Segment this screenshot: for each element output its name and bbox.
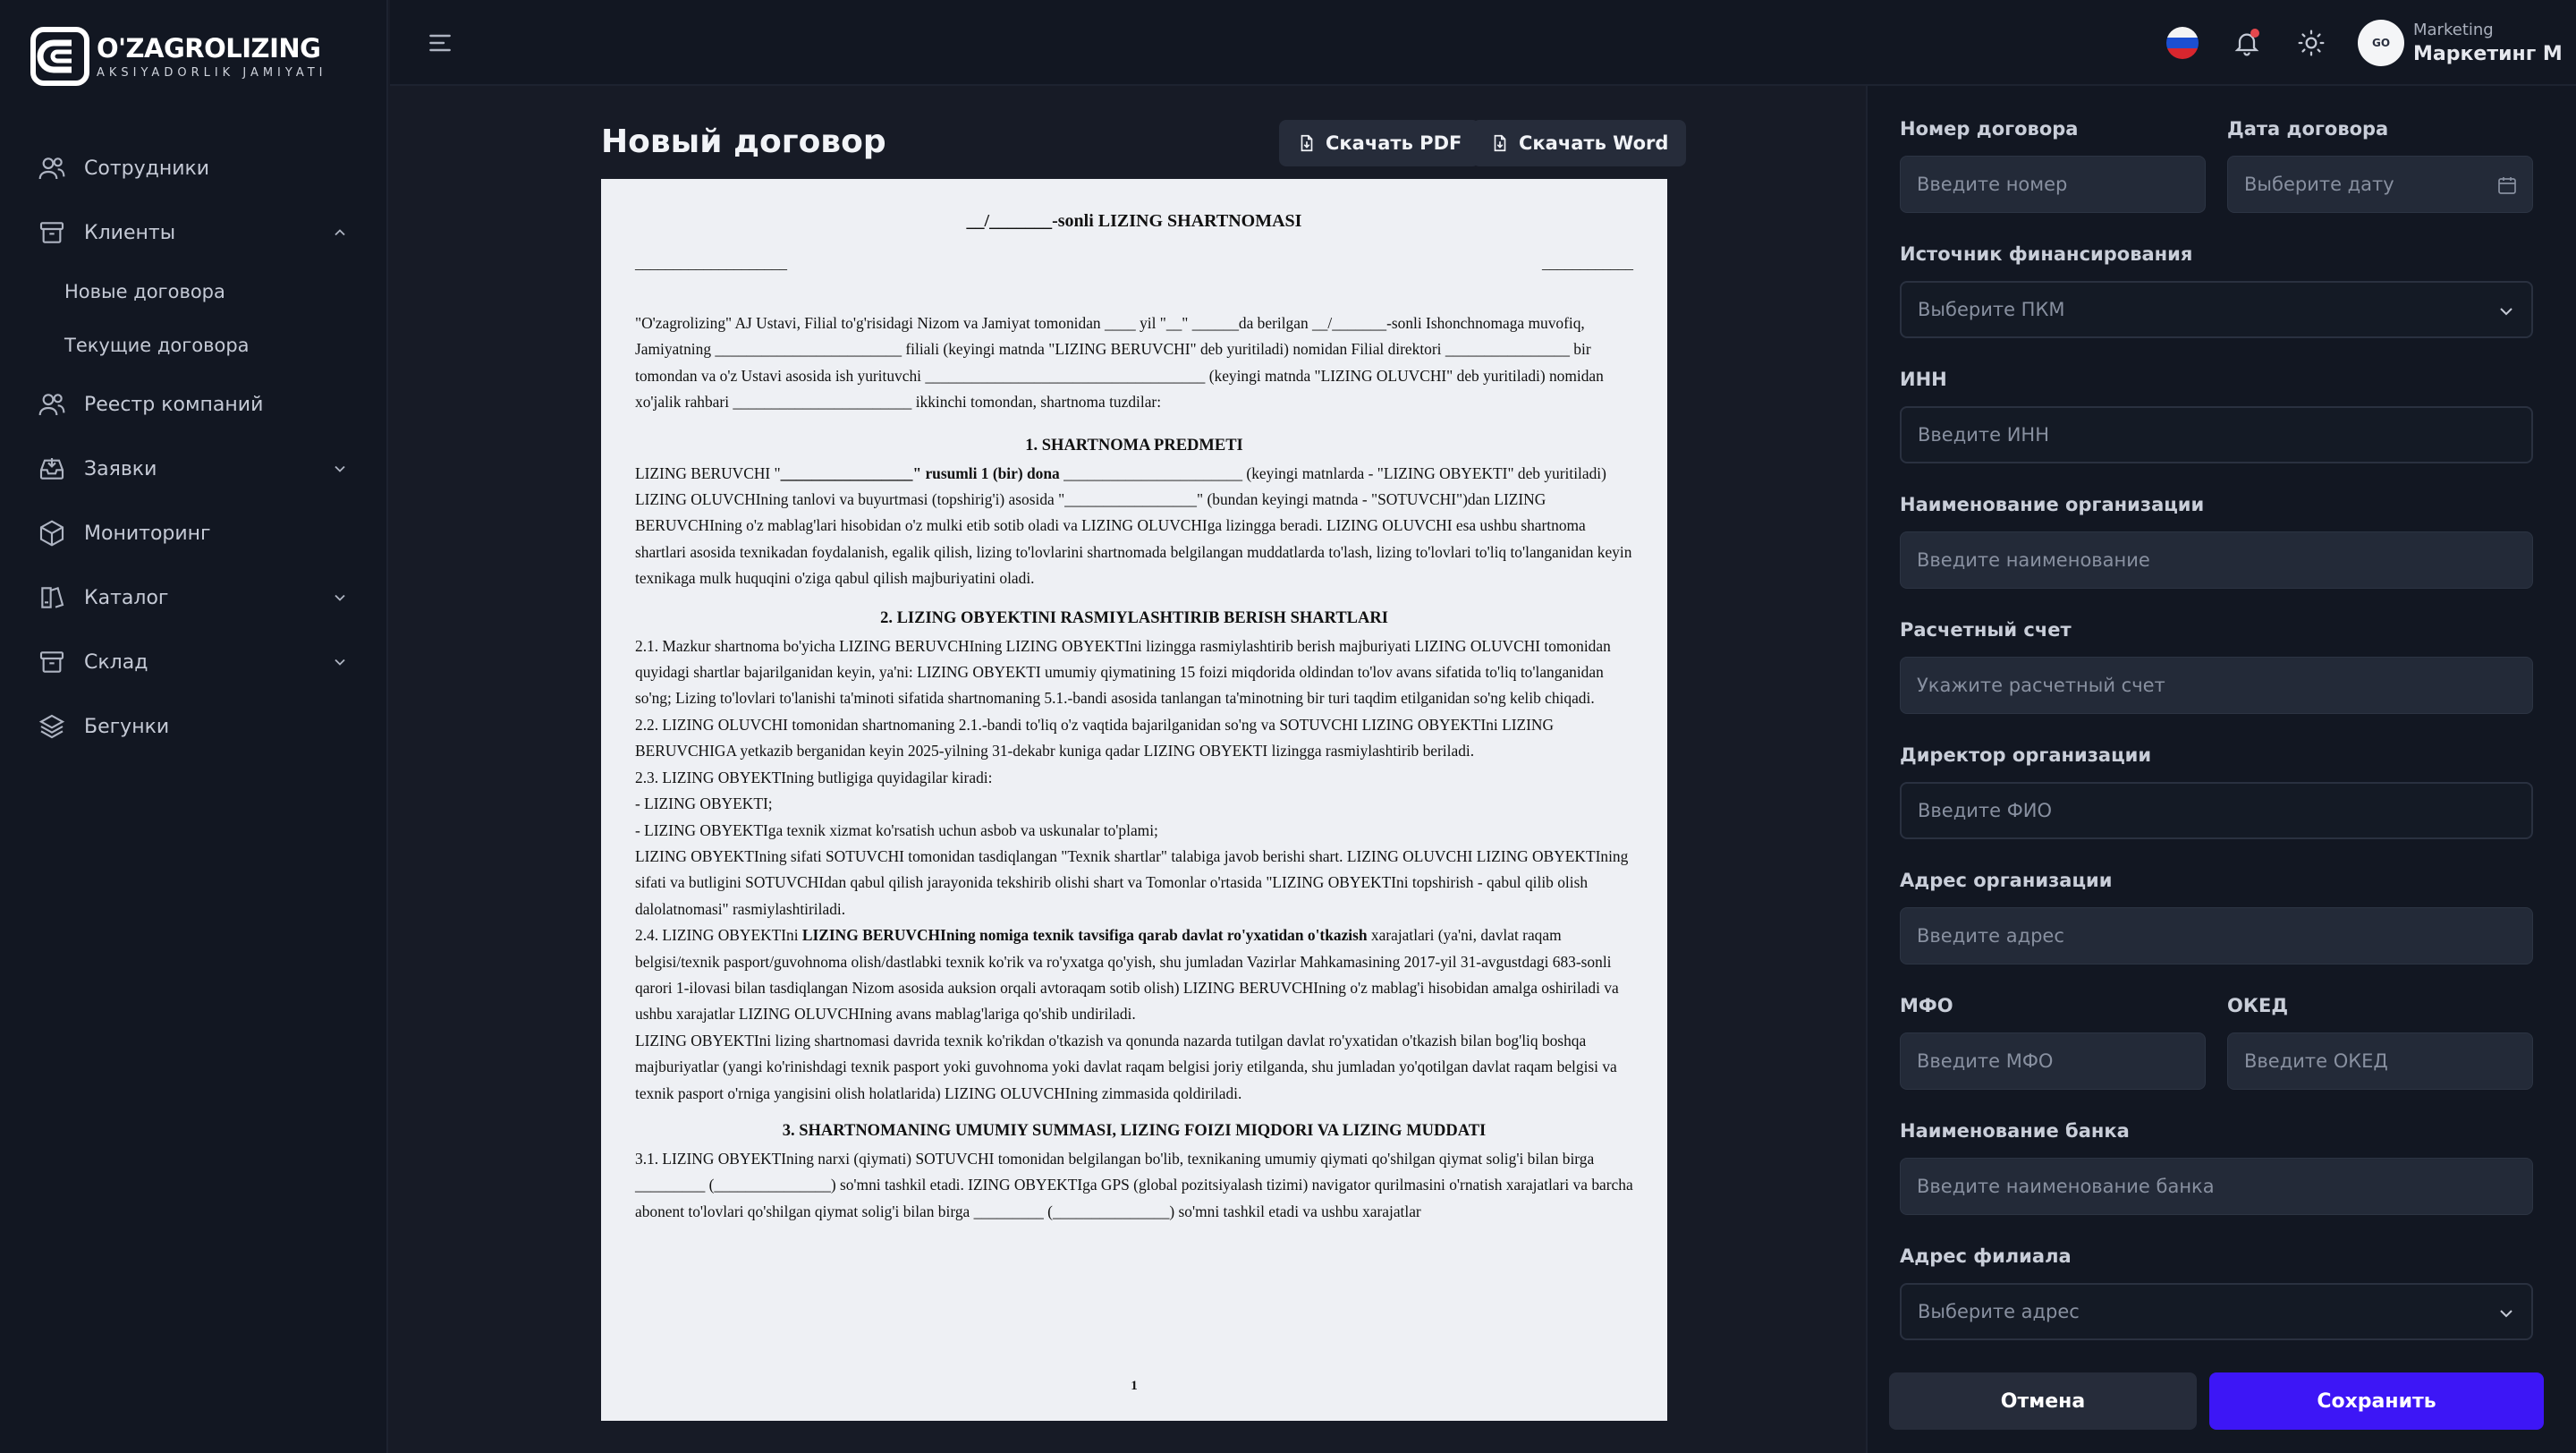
branch-address-placeholder: Выберите адрес — [1918, 1301, 2080, 1322]
branch-address-select[interactable] — [1900, 1283, 2533, 1340]
download-word-button[interactable] — [1472, 120, 1686, 166]
sidebar-subitem-new-contracts[interactable]: Новые договора — [64, 281, 225, 302]
avatar: GO — [2358, 20, 2404, 66]
section-2-paragraph: LIZING OBYEKTIning sifati SOTUVCHI tomonidan tasdiqlangan "Texnik shartlar" talabiga javob berishi shart. LIZING OLUVCHI LIZING OBYEKTIning sifati va butligini SOTUVCHIdan qabul qilish jarayonida tekshirib olishi shart va Tomonlar o'rtasida "LIZING OBYEKTIni topshirish - qabul qilib olish dalolatnomasi" rasmiylashtiriladi. — [635, 846, 1629, 918]
sidebar-item-catalog[interactable] — [0, 565, 388, 630]
section-3-paragraph: 3.1. LIZING OBYEKTIning narxi (qiymati) SOTUVCHI tomonidan belgilangan bo'lib, texnikaning umumiy qiymati qo'shilgan qiymat solig'i bilan birga _________ (_______________) so'mni tashkil etadi. IZING OBYEKTIga GPS (global pozitsiyalash tizimi) navigator qurilmasini o'rnatish xarajatlari va barcha abonent to'lovlari qo'shilgan qiymat solig'i bilan birga _________ (_______________) so'mni tashkil etadi va ushbu xarajatlar — [635, 1149, 1633, 1220]
mfo-input[interactable]: Введите МФО — [1900, 1032, 2206, 1090]
director-input[interactable]: Введите ФИО — [1900, 782, 2533, 839]
chevron-down-icon — [2496, 301, 2517, 322]
chevron-down-icon — [331, 653, 349, 671]
notification-dot — [2250, 29, 2259, 38]
chevron-down-icon — [2496, 1303, 2517, 1324]
document-preview — [601, 179, 1667, 1421]
catalog-icon — [36, 582, 68, 614]
sidebar-item-warehouse[interactable] — [0, 630, 388, 694]
sidebar-item-monitoring[interactable] — [0, 501, 388, 565]
archive-icon — [36, 646, 68, 678]
inbox-icon — [36, 453, 68, 485]
top-header — [390, 0, 2576, 86]
file-download-icon — [1297, 132, 1317, 154]
page-title: Новый договор — [601, 123, 886, 160]
bank-name-input[interactable]: Введите наименование банка — [1900, 1158, 2533, 1215]
chevron-down-icon — [331, 460, 349, 478]
brand-subtitle: AKSIYADORLIK JAMIYATI — [97, 65, 327, 80]
field-label: Адрес организации — [1900, 870, 2113, 891]
field-label: Номер договора — [1900, 118, 2079, 140]
section-2-paragraph: - LIZING OBYEKTIga texnik xizmat ko'rsatish uchun asbob va uskunalar to'plami; — [635, 820, 1158, 839]
notification-bell-icon[interactable] — [2229, 25, 2265, 61]
director-field — [1900, 744, 2533, 839]
sidebar-item-requests[interactable] — [0, 437, 388, 501]
funding-source-placeholder: Выберите ПКМ — [1918, 299, 2065, 320]
contract-intro: "O'zagrolizing" AJ Ustavi, Filial to'g'risidagi Nizom va Jamiyat tomonidan ____ yil "__" ______da berilgan __/_______-sonli Ishonchnomaga muvofiq, Jamiyatning ________________________ filiali (keyingi matnda "LIZING BERUVCHI" deb yuritiladi) nomidan Filial direktori ________________ bir tomondan va o'z Ustavi asosida ish yurituvchi ____________________________________ (keyingi matnda "LIZING OLUVCHI" deb yuritiladi) nomidan xo'jalik rahbari _______________________ ikkinchi tomondan, shartnoma tuzdilar: — [635, 314, 1604, 412]
sidebar-item-label: Каталог — [84, 586, 169, 609]
sidebar-item-label: Клиенты — [84, 221, 176, 244]
inn-field — [1900, 369, 2533, 463]
section-heading: 2. LIZING OBYEKTINI RASMIYLASHTIRIB BERISH SHARTLARI — [880, 608, 1388, 627]
section-2-paragraph: 2.3. LIZING OBYEKTIning butligiga quyidagilar kiradi: — [635, 768, 993, 786]
contract-number-field — [1900, 118, 2206, 213]
sidebar-item-employees[interactable] — [0, 136, 388, 200]
sidebar-item-label: Склад — [84, 650, 148, 674]
sidebar-item-label: Бегунки — [84, 715, 170, 738]
section-2-paragraph: LIZING OBYEKTIni lizing shartnomasi davrida texnik ko'rikdan o'tkazish va qonunda nazarda tutilgan davlat ro'yxatidan o'tkazish bilan bog'liq boshqa majburiyatlar (yangi ko'rinishdagi texnik pasport yoki guvohnoma yoki davlat raqam belgisi joriy etilganda, shu jumladan yo'qotilgan davlat raqam belgisi va texnik pasport o'rniga yangisini olish holatlarida) LIZING OLUVCHIning zimmasida qoldiriladi. — [635, 1031, 1617, 1102]
calendar-icon — [2496, 174, 2518, 196]
layers-icon — [36, 710, 68, 743]
sidebar — [0, 0, 388, 1453]
sidebar-item-clients[interactable] — [0, 200, 388, 265]
inn-input[interactable]: Введите ИНН — [1900, 406, 2533, 463]
user-role: Marketing — [2413, 21, 2494, 39]
cube-icon — [36, 517, 68, 549]
chevron-up-icon — [331, 224, 349, 242]
field-label: Адрес филиала — [1900, 1245, 2072, 1267]
theme-toggle-sun-icon[interactable] — [2293, 25, 2329, 61]
logo-mark-icon — [30, 27, 89, 86]
brand-title: O'ZAGROLIZING — [97, 32, 321, 64]
field-label: Наименование банка — [1900, 1120, 2130, 1142]
file-download-icon — [1490, 132, 1510, 154]
funding-source-select[interactable] — [1900, 281, 2533, 338]
signature-line-right: ____________ — [1542, 255, 1633, 272]
user-name: Маркетинг М — [2413, 43, 2563, 65]
sidebar-item-label: Мониторинг — [84, 522, 211, 545]
sidebar-nav — [0, 136, 388, 759]
section-1-text: LIZING BERUVCHI "_________________" rusumli 1 (bir) dona _______________________ (keyingi matnlarda - "LIZING OBYEKTI" deb yuritiladi) LIZING OLUVCHIning tanlovi va buyurtmasi (topshirig'i) asosida "_________________" (bundan keyingi matnda - "SOTUVCHI")dan LIZING BERUVCHIning o'z mablag'lari hisobidan o'z mulki etib sotib oladi va LIZING OLUVCHIga lizingga beradi. LIZING OLUVCHI esa ushbu shartnoma shartlari asosida texnikadan foydalanish, egalik qilish, lizing to'lovlarini shartnomada belgilangan muddatlarda to'lash, lizing to'lovlari to'liq to'langanidan keyin texnikaga mulk huquqini o'ziga qabul qilish majburiyatini oladi. — [635, 463, 1632, 588]
contract-title: __/_______-sonli LIZING SHARTNOMASI — [966, 211, 1302, 231]
org-name-input[interactable]: Введите наименование — [1900, 531, 2533, 589]
download-pdf-label: Скачать PDF — [1326, 132, 1462, 154]
sidebar-item-label: Сотрудники — [84, 157, 210, 180]
branch-address-field — [1900, 1245, 2533, 1340]
field-label: Наименование организации — [1900, 494, 2205, 515]
section-2-paragraph: - LIZING OBYEKTI; — [635, 794, 773, 813]
sidebar-item-company-registry[interactable] — [0, 372, 388, 437]
section-heading: 1. SHARTNOMA PREDMETI — [1025, 436, 1243, 455]
section-2-paragraph: 2.4. LIZING OBYEKTIni LIZING BERUVCHIning nomiga texnik tavsifiga qarab davlat ro'yxatidan o'tkazish xarajatlari (ya'ni, davlat raqam belgisi/texnik pasport/guvohnoma olish/dastlabki texnik ko'rik va ro'yxatga qo'yish, shu jumladan Vazirlar Mahkamasining 2017-yil 31-avgustdagi 683-sonli qarori 1-ilovasi bilan tasdiqlangan Nizom asosida auksion orqali avtoraqam sotib olish) LIZING BERUVCHIning o'z mablag'i hisobidan amalga oshiriladi va ushbu xarajatlar LIZING OLUVCHIning avans mablag'lariga qo'shib undiriladi. — [635, 926, 1619, 1024]
account-input[interactable]: Укажите расчетный счет — [1900, 657, 2533, 714]
brand-logo[interactable] — [30, 27, 326, 86]
sidebar-item-runners[interactable] — [0, 694, 388, 759]
cancel-button[interactable]: Отмена — [1889, 1372, 2197, 1430]
org-address-field — [1900, 870, 2533, 964]
funding-source-field — [1900, 243, 2533, 338]
field-label: ОКЕД — [2227, 995, 2289, 1016]
org-name-field — [1900, 494, 2533, 589]
contract-date-picker[interactable] — [2227, 156, 2533, 213]
users-icon — [36, 388, 68, 421]
field-label: ИНН — [1900, 369, 1947, 390]
archive-icon — [36, 217, 68, 249]
user-profile[interactable] — [2358, 20, 2563, 66]
page-number: 1 — [1131, 1379, 1138, 1393]
download-pdf-button[interactable] — [1279, 120, 1479, 166]
menu-toggle-icon[interactable] — [426, 29, 454, 57]
oked-input[interactable]: Введите ОКЕД — [2227, 1032, 2533, 1090]
language-flag-icon[interactable] — [2165, 25, 2200, 61]
sidebar-item-label: Реестр компаний — [84, 393, 264, 416]
mfo-field — [1900, 995, 2206, 1090]
org-address-input[interactable]: Введите адрес — [1900, 907, 2533, 964]
users-icon — [36, 152, 68, 184]
contract-date-field — [2227, 118, 2533, 213]
signature-line-left: ____________________ — [635, 255, 787, 272]
section-2-paragraph: 2.2. LIZING OLUVCHI tomonidan shartnomaning 2.1.-bandi to'liq o'z vaqtida bajarilganidan so'ng va SOTUVCHI LIZING OBYEKTIni LIZING BERUVCHIGA yetkazib berganidan keyin 2025-yilning 31-dekabr kuniga qadar LIZING OBYEKTI lizingga rasmiylashtirib beriladi. — [635, 715, 1555, 760]
section-heading: 3. SHARTNOMANING UMUMIY SUMMASI, LIZING FOIZI MIQDORI VA LIZING MUDDATI — [782, 1121, 1487, 1140]
section-2-paragraph: 2.1. Mazkur shartnoma bo'yicha LIZING BERUVCHIning LIZING OBYEKTIni lizingga rasmiylashtirib berish majburiyati LIZING OLUVCHI tomonidan quyidagi shartlar bajarilganidan keyin, ya'ni: LIZING OBYEKTI umumiy qiymatining 15 foizi miqdorida oldindan to'lov avans sifatida to'liq to'langanidan so'ng; Lizing to'lovlari to'lanishi ta'minoti sifatida shartnomaning 5.1.-bandi asosida tanlangan ta'minotning bir turi taqdim etilganidan so'ng kelib chiqadi. — [635, 636, 1611, 708]
account-field — [1900, 619, 2533, 714]
chevron-down-icon — [331, 589, 349, 607]
bank-name-field — [1900, 1120, 2533, 1215]
field-label: Дата договора — [2227, 118, 2389, 140]
save-button[interactable]: Сохранить — [2209, 1372, 2544, 1430]
field-label: Расчетный счет — [1900, 619, 2072, 641]
field-label: МФО — [1900, 995, 1953, 1016]
field-label: Источник финансирования — [1900, 243, 2193, 265]
sidebar-item-label: Заявки — [84, 457, 157, 480]
oked-field — [2227, 995, 2533, 1090]
contract-number-input[interactable]: Введите номер — [1900, 156, 2206, 213]
field-label: Директор организации — [1900, 744, 2152, 766]
download-word-label: Скачать Word — [1519, 132, 1669, 154]
sidebar-subitem-current-contracts[interactable]: Текущие договора — [64, 335, 250, 356]
contract-date-placeholder: Выберите дату — [2244, 174, 2394, 195]
